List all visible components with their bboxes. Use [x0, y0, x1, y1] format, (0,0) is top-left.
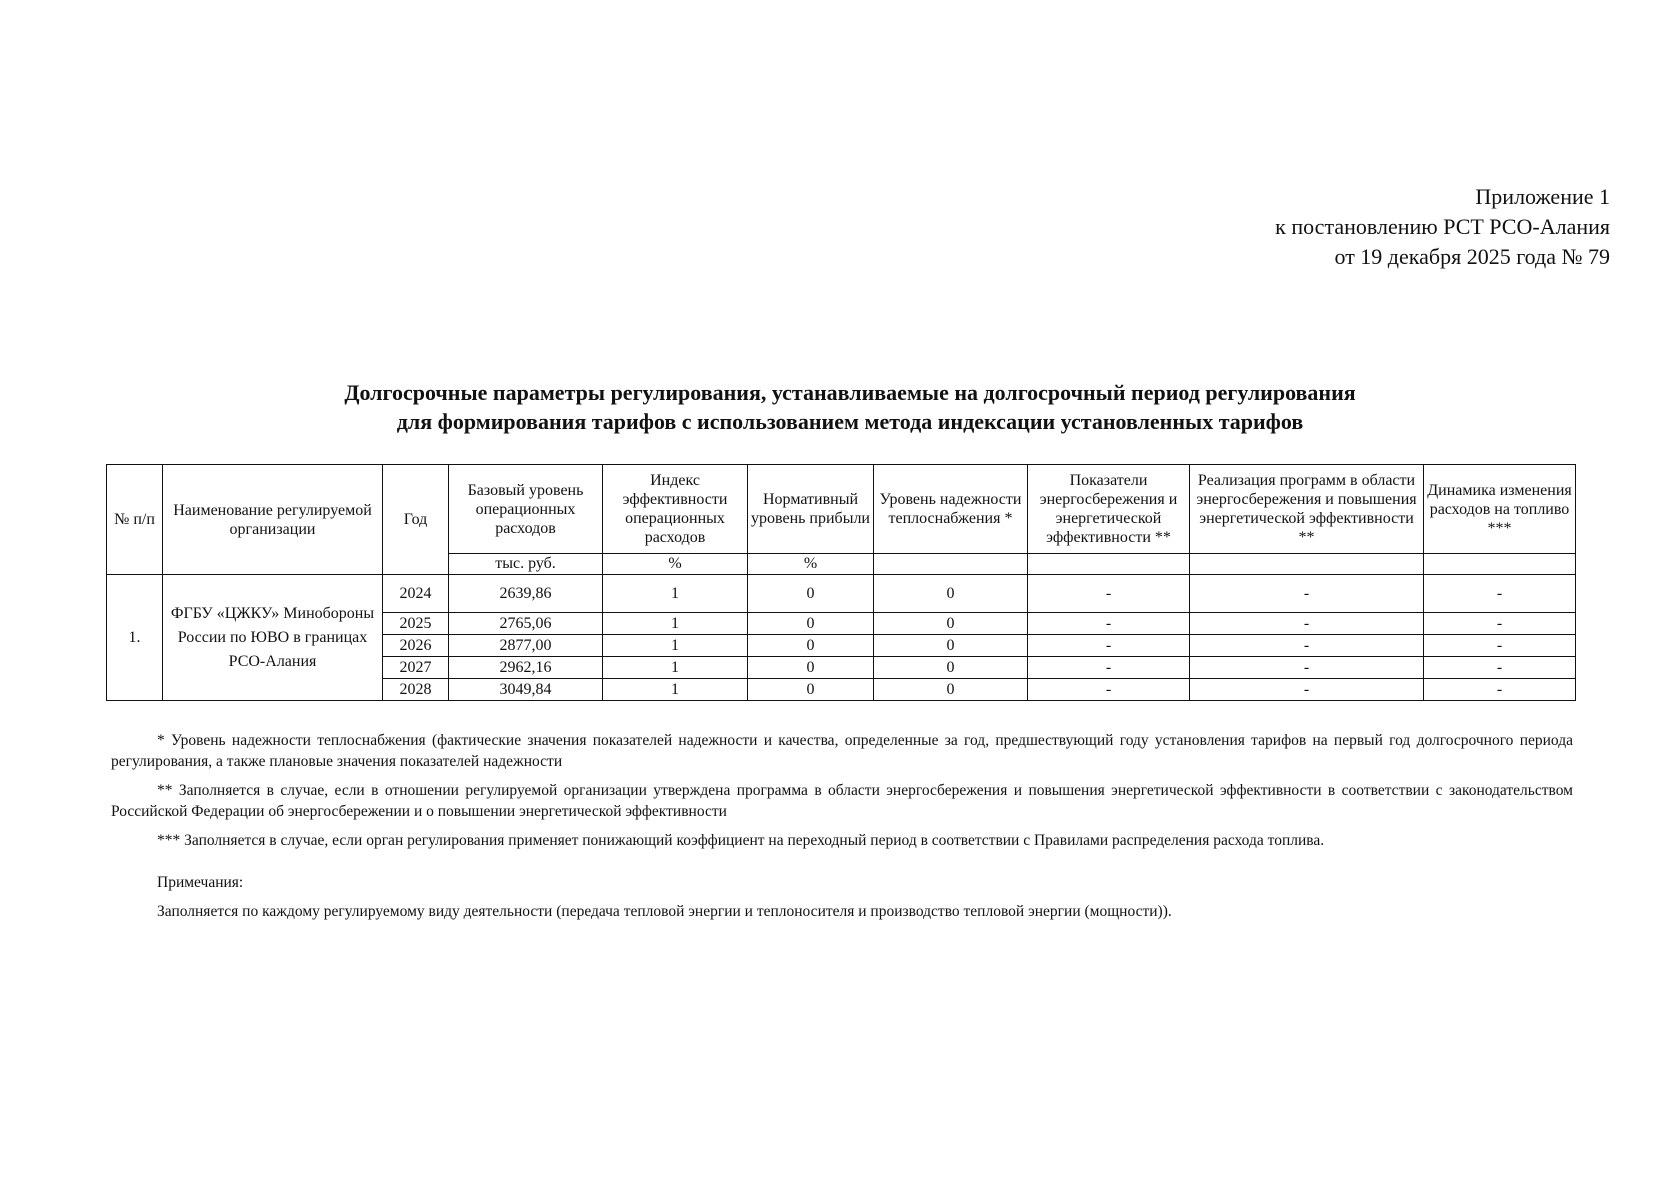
cell-index: 1: [603, 679, 748, 701]
header-programs: Реализация программ в области энергосбережения и повышения энергетической эффективности **: [1190, 465, 1424, 554]
unit-profit: %: [748, 554, 874, 575]
cell-base: 3049,84: [449, 679, 603, 701]
cell-fuel: -: [1424, 613, 1576, 635]
unit-programs: [1190, 554, 1424, 575]
cell-energy: -: [1028, 613, 1190, 635]
cell-reliability: 0: [874, 613, 1028, 635]
parameters-table: [106, 464, 1576, 701]
organization-name: ФГБУ «ЦЖКУ» Минобороны России по ЮВО в границах РСО-Алания: [163, 575, 383, 701]
header-energy: Показатели энергосбережения и энергетической эффективности **: [1028, 465, 1190, 554]
cell-profit: 0: [748, 635, 874, 657]
remarks-heading: Примечания:: [157, 874, 244, 891]
table-row: [107, 575, 1576, 613]
cell-year: 2027: [383, 657, 449, 679]
cell-programs: -: [1190, 575, 1424, 613]
cell-reliability: 0: [874, 679, 1028, 701]
cell-programs: -: [1190, 657, 1424, 679]
cell-reliability: 0: [874, 635, 1028, 657]
cell-year: 2026: [383, 635, 449, 657]
cell-fuel: -: [1424, 635, 1576, 657]
remarks-text: Заполняется по каждому регулируемому виду деятельности (передача тепловой энергии и теплоносителя и производство тепловой энергии (мощности)).: [157, 903, 1172, 920]
title-line-1: Долгосрочные параметры регулирования, устанавливаемые на долгосрочный период регулирования: [344, 380, 1356, 405]
header-year: Год: [383, 465, 449, 575]
cell-index: 1: [603, 575, 748, 613]
header-index: Индекс эффективности операционных расходов: [603, 465, 748, 554]
cell-programs: -: [1190, 613, 1424, 635]
cell-base: 2639,86: [449, 575, 603, 613]
cell-index: 1: [603, 657, 748, 679]
header-profit: Нормативный уровень прибыли: [748, 465, 874, 554]
cell-profit: 0: [748, 657, 874, 679]
unit-fuel: [1424, 554, 1576, 575]
header-num: № п/п: [107, 465, 163, 575]
cell-base: 2962,16: [449, 657, 603, 679]
appendix-line-3: от 19 декабря 2025 года № 79: [1334, 244, 1610, 269]
cell-profit: 0: [748, 575, 874, 613]
unit-base: тыс. руб.: [449, 554, 603, 575]
header-base: Базовый уровень операционных расходов: [449, 465, 603, 554]
cell-year: 2028: [383, 679, 449, 701]
cell-energy: -: [1028, 679, 1190, 701]
cell-index: 1: [603, 613, 748, 635]
cell-base: 2765,06: [449, 613, 603, 635]
cell-reliability: 0: [874, 657, 1028, 679]
cell-energy: -: [1028, 575, 1190, 613]
cell-year: 2024: [383, 575, 449, 613]
cell-reliability: 0: [874, 575, 1028, 613]
unit-reliability: [874, 554, 1028, 575]
cell-profit: 0: [748, 613, 874, 635]
cell-energy: -: [1028, 657, 1190, 679]
table-header-row: [107, 465, 1576, 554]
cell-fuel: -: [1424, 679, 1576, 701]
cell-energy: -: [1028, 635, 1190, 657]
cell-base: 2877,00: [449, 635, 603, 657]
row-number: 1.: [107, 575, 163, 701]
remarks: [157, 872, 1172, 930]
unit-index: %: [603, 554, 748, 575]
cell-fuel: -: [1424, 575, 1576, 613]
cell-fuel: -: [1424, 657, 1576, 679]
header-org: Наименование регулируемой организации: [163, 465, 383, 575]
footnote-energy-program: ** Заполняется в случае, если в отношении регулируемой организации утверждена программа в области энергосбережения и повышения энергетической эффективности в соответствии с законодательством Российской Федерации об энергосбережении и о повышении энергетической эффективности: [111, 782, 1573, 820]
footnote-reliability: * Уровень надежности теплоснабжения (фактические значения показателей надежности и качества, определенные за год, предшествующий году установления тарифов на первый год долгосрочного периода регулирования, а также плановые значения показателей надежности: [111, 732, 1573, 770]
footnote-fuel: *** Заполняется в случае, если орган регулирования применяет понижающий коэффициент на переходный период в соответствии с Правилами распределения расхода топлива.: [157, 832, 1325, 849]
cell-profit: 0: [748, 679, 874, 701]
document-title: [190, 378, 1510, 436]
appendix-line-1: Приложение 1: [1475, 184, 1610, 209]
unit-energy: [1028, 554, 1190, 575]
cell-programs: -: [1190, 635, 1424, 657]
appendix-header: [1275, 182, 1610, 272]
title-line-2: для формирования тарифов с использованием метода индексации установленных тарифов: [396, 409, 1304, 434]
header-reliability: Уровень надежности теплоснабжения *: [874, 465, 1028, 554]
cell-index: 1: [603, 635, 748, 657]
cell-year: 2025: [383, 613, 449, 635]
cell-programs: -: [1190, 679, 1424, 701]
appendix-line-2: к постановлению РСТ РСО-Алания: [1275, 214, 1610, 239]
footnotes: [111, 730, 1573, 859]
header-fuel: Динамика изменения расходов на топливо ***: [1424, 465, 1576, 554]
